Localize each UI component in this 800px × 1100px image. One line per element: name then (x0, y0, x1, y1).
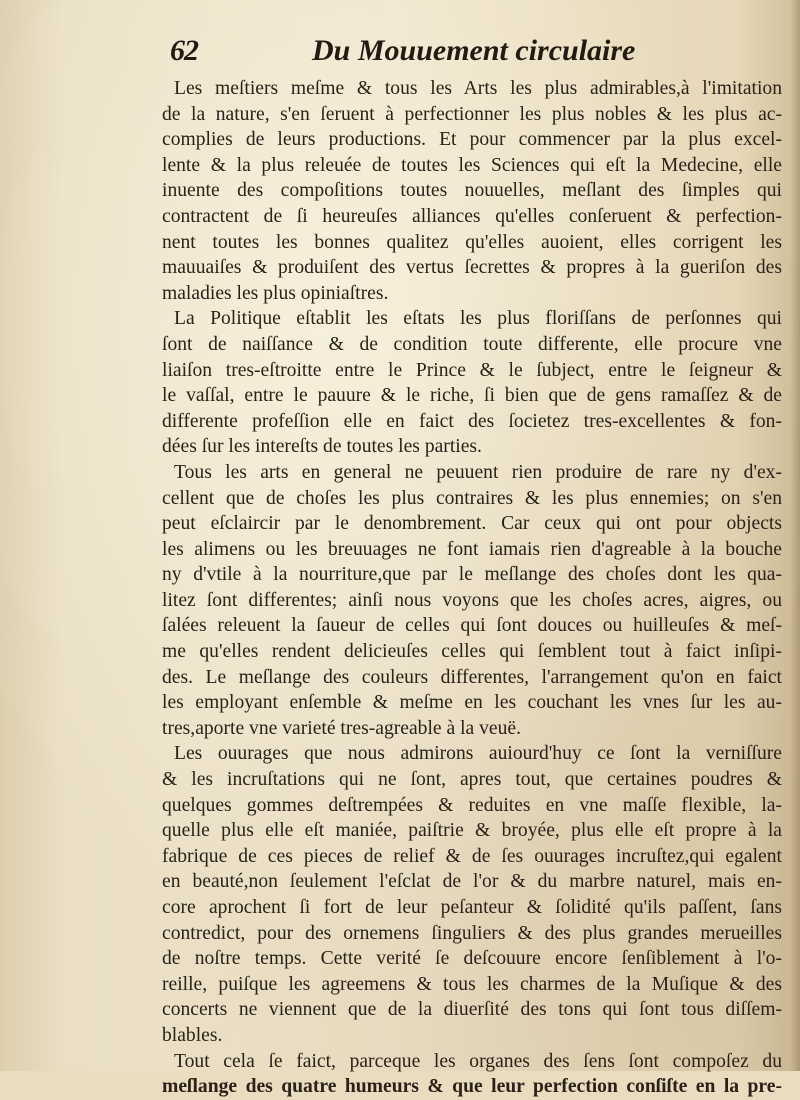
text-line: ſont de naiſſance & de condition toute differente, elle procure vne (162, 333, 782, 355)
text-line: me qu'elles rendent delicieuſes celles qui ſemblent tout à faict inſipi- (162, 641, 782, 663)
text-line: de la nature, s'en ſeruent à perfectionner les plus nobles & les plus ac- (162, 103, 782, 125)
text-line: ſalées releuent la ſaueur de celles qui ſont douces ou huilleuſes & meſ- (162, 615, 782, 637)
body-text (162, 76, 782, 1100)
text-line: liaiſon tres-eſtroitte entre le Prince & le ſubject, entre le ſeigneur & (162, 359, 782, 381)
text-line: des. Le meſlange des couleurs differentes, l'arrangement qu'on en faict (162, 666, 782, 688)
text-line: quelle plus elle eſt maniée, paiſtrie & broyée, plus elle eſt propre à la (162, 820, 782, 842)
text-line: concerts ne viennent que de la diuerſité des tons qui ſont tous diſſem- (162, 999, 782, 1021)
text-line: Tout cela ſe faict, parceque les organes des ſens ſont compoſez du (174, 1050, 782, 1072)
text-line: cellent que de choſes les plus contraires & les plus ennemies; on s'en (162, 487, 782, 509)
text-line: complies de leurs productions. Et pour commencer par la plus excel- (162, 129, 782, 151)
text-line: fabrique de ces pieces de relief & de ſes ouurages incruſtez,qui egalent (162, 845, 782, 867)
text-line: reille, puiſque les agreemens & tous les charmes de la Muſique & des (162, 973, 782, 995)
text-line: dées ſur les intereſts de toutes les parties. (162, 436, 482, 458)
text-line: peut eſclaircir par le denombrement. Car ceux qui ont pour objects (162, 513, 782, 535)
text-line: blables. (162, 1024, 223, 1046)
text-line: maladies les plus opiniaſtres. (162, 282, 389, 304)
text-line: tres,aporte vne varieté tres-agreable à la veuë. (162, 717, 522, 739)
text-line: en beauté,non ſeulement l'eſclat de l'or & du marbre naturel, mais en- (162, 871, 782, 893)
text-line: contredict, pour des ornemens ſinguliers & des plus grandes merueilles (162, 922, 782, 944)
text-line: ny d'vtile à la nourriture,que par le meſlange des choſes dont les qua- (162, 564, 782, 586)
text-line: core aprochent ſi fort de leur peſanteur & ſolidité qu'ils paſſent, ſans (162, 897, 782, 918)
text-line: inuente des compoſitions toutes nouuelles, meſlant des ſimples qui (162, 180, 782, 202)
text-line: le vaſſal, entre le pauure & le riche, ſi bien que de gens ramaſſez & de (162, 385, 782, 407)
text-line: meſlange des quatre humeurs & que leur perfection conſiſte en la pre- (162, 1076, 782, 1098)
text-line: litez ſont differentes; ainſi nous voyons que les choſes acres, aigres, ou (162, 589, 782, 611)
text-line: Tous les arts en general ne peuuent rien produire de rare ny d'ex- (174, 461, 782, 483)
text-line: nent toutes les bonnes qualitez qu'elles auoient, elles corrigent les (162, 231, 782, 253)
text-line: Les ouurages que nous admirons auiourd'huy ce ſont la verniſſure (174, 743, 782, 765)
text-line: La Politique eſtablit les eſtats les plus floriſſans de perſonnes qui (174, 308, 782, 330)
text-line: contractent de ſi heureuſes alliances qu'elles conſeruent & perfection- (162, 205, 782, 227)
text-line: differente profeſſion elle en faict des ſocietez tres-excellentes & fon- (162, 410, 782, 432)
running-title: Du Mouuement circulaire (312, 34, 636, 67)
text-line: Les meſtiers meſme & tous les Arts les plus admirables,à l'imitation (174, 78, 782, 99)
text-line: de noſtre temps. Cette verité ſe deſcouure encore ſenſiblement à l'o- (162, 948, 782, 970)
page-number: 62 (170, 34, 198, 67)
text-line: lente & la plus releuée de toutes les Sciences qui eſt la Medecine, elle (162, 154, 782, 176)
text-line: les alimens ou les breuuages ne font iamais rien d'agreable à la bouche (162, 538, 782, 560)
text-line: les employant enſemble & meſme en les couchant les vnes ſur les au- (162, 692, 782, 714)
text-line: quelques gommes deſtrempées & reduites en vne maſſe flexible, la- (162, 794, 782, 816)
page-edge-shadow (790, 0, 800, 1071)
text-line: mauuaiſes & produiſent des vertus ſecrettes & propres à la gueriſon des (162, 257, 782, 279)
text-line: & les incruſtations qui ne ſont, apres tout, que certaines poudres & (162, 769, 782, 791)
running-head (170, 34, 782, 74)
